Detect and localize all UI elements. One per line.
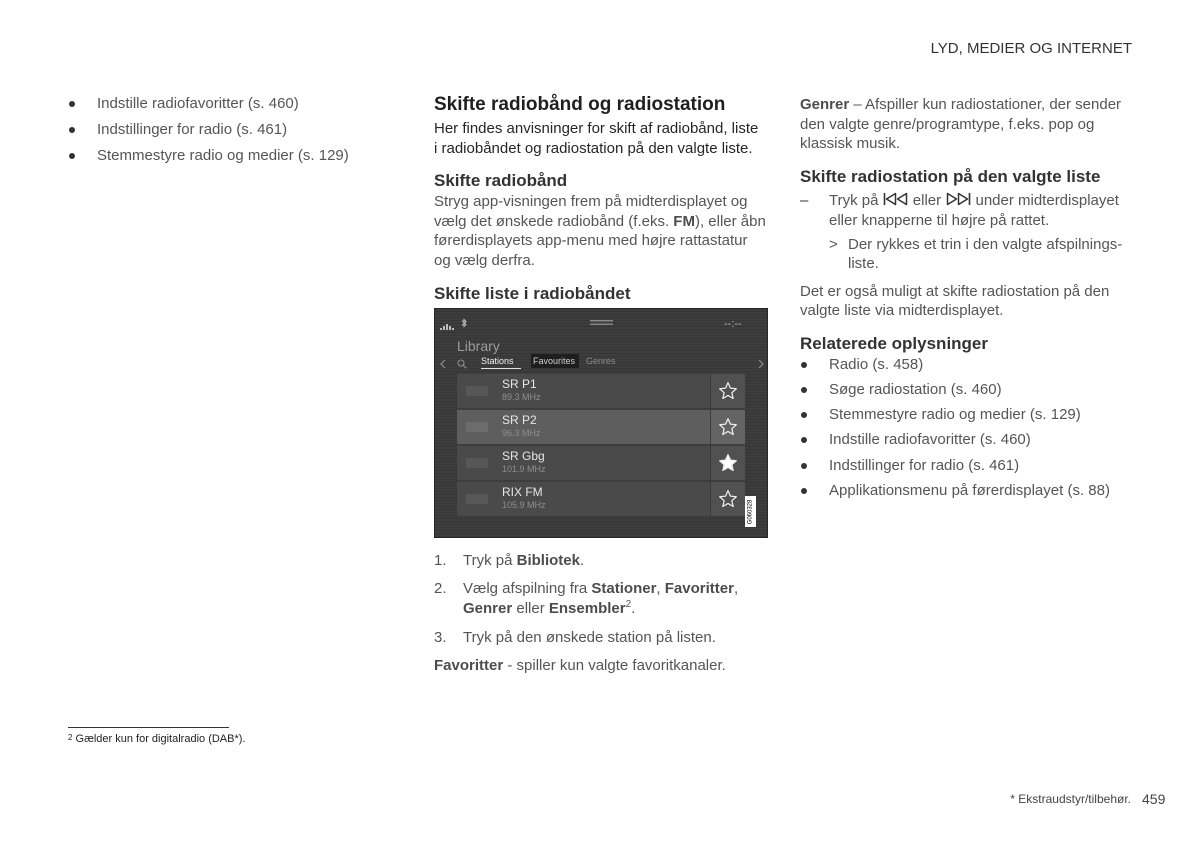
step-text: Tryk på den ønskede station på listen. bbox=[463, 629, 716, 646]
radio-library-screenshot bbox=[434, 308, 768, 538]
station-name: SR P2 bbox=[502, 413, 537, 427]
figure-code-label bbox=[745, 496, 756, 527]
bullet-dot bbox=[801, 437, 807, 443]
step-text bbox=[463, 579, 738, 599]
tab-genres: Genres bbox=[586, 356, 616, 366]
bullet-dot bbox=[801, 387, 807, 393]
text-segment: – Afspiller kun radiostationer, der sender bbox=[849, 96, 1122, 113]
drag-handle-icon bbox=[590, 313, 613, 331]
bullet-dot bbox=[69, 127, 75, 133]
step-text bbox=[829, 191, 1119, 212]
band-text-line: Stryg app-visningen frem på midterdisplayet og bbox=[434, 193, 748, 210]
text-segment: Vælg afspilning fra bbox=[463, 580, 592, 597]
step-number: 3. bbox=[434, 629, 447, 646]
station-row bbox=[457, 446, 745, 480]
station-row bbox=[457, 482, 745, 516]
body-text-line: valgte liste via midterdisplayet. bbox=[800, 302, 1004, 319]
page-number: 459 bbox=[1142, 791, 1166, 807]
bullet-dot bbox=[801, 412, 807, 418]
text-segment: eller bbox=[908, 192, 946, 209]
text-segment: Tryk på bbox=[829, 192, 883, 209]
band-text-line: førerdisplayets app-menu med højre rattastatur bbox=[434, 232, 748, 249]
favourite-star-icon bbox=[710, 374, 745, 408]
station-logo-placeholder bbox=[466, 458, 488, 468]
station-section-heading: Skifte radiostation på den valgte liste bbox=[800, 167, 1101, 186]
station-name: SR P1 bbox=[502, 377, 537, 391]
search-icon bbox=[457, 356, 467, 374]
station-row bbox=[457, 374, 745, 408]
library-term: Bibliotek bbox=[516, 552, 580, 569]
favourites-term: Favoritter bbox=[664, 580, 734, 597]
related-link: Indstillinger for radio (s. 461) bbox=[97, 121, 288, 138]
step-number: 2. bbox=[434, 580, 447, 597]
favourites-note bbox=[434, 656, 726, 676]
station-row bbox=[457, 410, 745, 444]
extras-note: * Ekstraudstyr/tilbehør. bbox=[1010, 792, 1131, 806]
station-name: SR Gbg bbox=[502, 449, 545, 463]
band-section-heading: Skifte radiobånd bbox=[434, 171, 568, 190]
genre-text-line: klassisk musik. bbox=[800, 135, 901, 152]
station-logo-placeholder bbox=[466, 386, 488, 396]
station-frequency: 105.9 MHz bbox=[502, 500, 546, 510]
bullet-dot bbox=[801, 488, 807, 494]
bullet-dot bbox=[69, 101, 75, 107]
text-segment: - spiller kun valgte favoritkanaler. bbox=[503, 657, 726, 674]
related-link: Applikationsmenu på førerdisplayet (s. 88) bbox=[829, 482, 1110, 499]
favourite-star-icon bbox=[710, 410, 745, 444]
genres-term: Genrer bbox=[800, 96, 850, 113]
station-logo-placeholder bbox=[466, 494, 488, 504]
genre-text-line: den valgte genre/programtype, f.eks. pop og bbox=[800, 116, 1095, 133]
text-segment: under midterdisplayet bbox=[971, 192, 1119, 209]
body-text-line: Det er også muligt at skifte radiostation på den bbox=[800, 283, 1110, 300]
footnote-reference: 2 bbox=[625, 599, 632, 610]
related-link: Indstillinger for radio (s. 461) bbox=[829, 457, 1020, 474]
library-title: Library bbox=[457, 338, 500, 354]
bullet-dot bbox=[801, 362, 807, 368]
related-link: Indstille radiofavoritter (s. 460) bbox=[97, 95, 299, 112]
genre-text-line bbox=[800, 95, 1121, 115]
station-frequency: 89.3 MHz bbox=[502, 392, 541, 402]
section-title: LYD, MEDIER OG INTERNET bbox=[930, 40, 1132, 57]
page-heading: Skifte radiobånd og radiostation bbox=[434, 94, 726, 115]
text-segment: eller bbox=[512, 600, 549, 617]
tab-stations: Stations bbox=[481, 356, 514, 366]
footnote-number: 2 bbox=[68, 733, 73, 742]
step-text: eller knapperne til højre på rattet. bbox=[829, 212, 1050, 229]
active-tab-underline bbox=[481, 368, 521, 369]
list-section-heading: Skifte liste i radiobåndet bbox=[434, 284, 631, 303]
signal-strength-icon bbox=[440, 317, 454, 335]
related-link: Radio (s. 458) bbox=[829, 356, 924, 373]
skip-forward-icon bbox=[945, 192, 971, 212]
result-text: Der rykkes et trin i den valgte afspilnings- bbox=[848, 236, 1123, 253]
text-segment: Tryk på bbox=[463, 552, 517, 569]
related-link: Stemmestyre radio og medier (s. 129) bbox=[829, 406, 1081, 423]
text-segment: vælg det ønskede radiobånd (f.eks. bbox=[434, 213, 674, 230]
bluetooth-icon bbox=[461, 315, 467, 333]
band-text-line: og vælg derfra. bbox=[434, 252, 535, 269]
text-segment: , bbox=[656, 580, 665, 597]
related-link: Stemmestyre radio og medier (s. 129) bbox=[97, 147, 349, 164]
favourite-star-icon bbox=[710, 482, 745, 516]
bullet-dot bbox=[69, 153, 75, 159]
station-frequency: 96.3 MHz bbox=[502, 428, 541, 438]
stations-term: Stationer bbox=[591, 580, 657, 597]
text-segment: ), eller åbn bbox=[694, 213, 766, 230]
favourite-star-icon bbox=[710, 446, 745, 480]
footnote-text: Gælder kun for digitalradio (DAB*). bbox=[75, 733, 246, 745]
station-frequency: 101.9 MHz bbox=[502, 464, 546, 474]
fm-term: FM bbox=[673, 213, 695, 230]
figure-code-text: G060328 bbox=[747, 499, 753, 524]
clock-text: --:-- bbox=[724, 318, 742, 330]
band-text-line bbox=[434, 212, 766, 232]
footnote-divider bbox=[68, 727, 229, 728]
ensembles-term: Ensembler bbox=[548, 600, 626, 617]
step-number: 1. bbox=[434, 552, 447, 569]
favourites-term: Favoritter bbox=[434, 657, 504, 674]
station-logo-placeholder bbox=[466, 422, 488, 432]
text-segment: . bbox=[631, 600, 636, 617]
genres-term: Genrer bbox=[463, 600, 513, 617]
related-heading: Relaterede oplysninger bbox=[800, 334, 989, 353]
related-link: Indstille radiofavoritter (s. 460) bbox=[829, 431, 1031, 448]
step-text bbox=[463, 551, 584, 571]
chevron-left-icon bbox=[440, 356, 446, 374]
step-marker: – bbox=[800, 192, 809, 209]
station-name: RIX FM bbox=[502, 485, 543, 499]
bullet-dot bbox=[801, 463, 807, 469]
intro-line: Her findes anvisninger for skift af radiobånd, liste bbox=[434, 120, 759, 137]
result-marker: > bbox=[829, 236, 838, 253]
skip-back-icon bbox=[883, 192, 909, 212]
related-link: Søge radiostation (s. 460) bbox=[829, 381, 1002, 398]
text-segment: . bbox=[579, 552, 585, 569]
tab-favourites: Favourites bbox=[531, 354, 579, 368]
intro-line: i radiobåndet og radiostation på den valgte liste. bbox=[434, 140, 753, 157]
text-segment: , bbox=[733, 580, 739, 597]
step-text bbox=[463, 599, 635, 619]
chevron-right-icon bbox=[758, 356, 764, 374]
footnote bbox=[68, 732, 245, 746]
result-text: liste. bbox=[848, 255, 879, 272]
